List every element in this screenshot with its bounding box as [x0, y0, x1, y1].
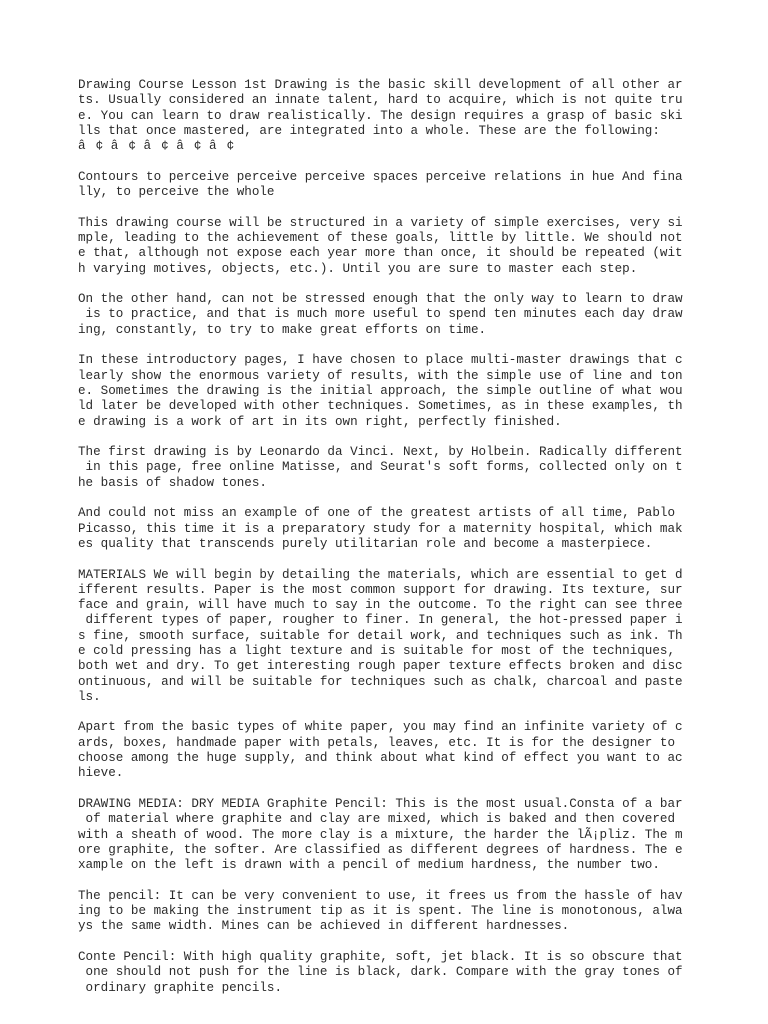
text-line: es quality that transcends purely utilitarian role and become a masterpiece.	[78, 536, 653, 551]
text-line: MATERIALS We will begin by detailing the materials, which are essential to get d	[78, 567, 683, 582]
text-line: DRAWING MEDIA: DRY MEDIA Graphite Pencil: This is the most usual.Consta of a bar	[78, 796, 683, 811]
text-line: xample on the left is drawn with a pencil of medium hardness, the number two.	[78, 858, 660, 873]
text-line: one should not push for the line is black, dark. Compare with the gray tones of	[78, 965, 683, 980]
text-line: Apart from the basic types of white paper, you may find an infinite variety of c	[78, 720, 683, 735]
paragraph	[78, 720, 698, 781]
text-line: ontinuous, and will be suitable for techniques such as chalk, charcoal and paste	[78, 674, 683, 689]
text-line: e that, although not expose each year more than once, it should be repeated (wit	[78, 246, 683, 261]
text-line: The pencil: It can be very convenient to use, it frees us from the hassle of hav	[78, 888, 683, 903]
text-line: face and grain, will have much to say in the outcome. To the right can see three	[78, 598, 683, 613]
paragraph	[78, 78, 698, 154]
paragraph	[78, 292, 698, 338]
text-line: e cold pressing has a light texture and is suitable for most of the techniques,	[78, 643, 676, 658]
text-line: In these introductory pages, I have chosen to place multi-master drawings that c	[78, 353, 683, 368]
paragraph	[78, 950, 698, 996]
text-line: different types of paper, rougher to finer. In general, the hot-pressed paper i	[78, 613, 683, 628]
text-line: Contours to perceive perceive perceive spaces perceive relations in hue And fina	[78, 169, 683, 184]
paragraph	[78, 216, 698, 277]
text-line: choose among the huge supply, and think about what kind of effect you want to ac	[78, 751, 683, 766]
text-line: s fine, smooth surface, suitable for detail work, and techniques such as ink. Th	[78, 628, 683, 643]
paragraph	[78, 568, 698, 706]
text-line: lly, to perceive the whole	[78, 185, 275, 200]
text-line: in this page, free online Matisse, and Seurat's soft forms, collected only on t	[78, 460, 683, 475]
text-line: ls.	[78, 689, 101, 704]
paragraph	[78, 797, 698, 873]
text-line: mple, leading to the achievement of these goals, little by little. We should not	[78, 230, 683, 245]
text-line: Drawing Course Lesson 1st Drawing is the basic skill development of all other ar	[78, 78, 683, 92]
text-line: Conte Pencil: With high quality graphite, soft, jet black. It is so obscure that	[78, 949, 683, 964]
paragraph	[78, 506, 698, 552]
text-line: â¢ â¢ â¢ â¢ â¢	[78, 139, 235, 154]
text-line: ore graphite, the softer. Are classified as different degrees of hardness. The e	[78, 842, 683, 857]
text-line: e. Sometimes the drawing is the initial approach, the simple outline of what wou	[78, 383, 683, 398]
paragraph	[78, 353, 698, 429]
text-line: with a sheath of wood. The more clay is a mixture, the harder the lÃ¡pliz. The m	[78, 827, 683, 842]
text-line: of material where graphite and clay are mixed, which is baked and then covered	[78, 812, 676, 827]
text-line: hieve.	[78, 766, 124, 781]
text-line: ld later be developed with other techniques. Sometimes, as in these examples, th	[78, 399, 683, 414]
paragraph	[78, 170, 698, 201]
document-body	[78, 78, 698, 1011]
text-line: Picasso, this time it is a preparatory study for a maternity hospital, which mak	[78, 521, 683, 536]
text-line: And could not miss an example of one of the greatest artists of all time, Pablo	[78, 506, 676, 521]
text-line: The first drawing is by Leonardo da Vinci. Next, by Holbein. Radically different	[78, 445, 683, 460]
text-line: ing to be making the instrument tip as it is spent. The line is monotonous, alwa	[78, 904, 683, 919]
paragraph	[78, 889, 698, 935]
text-line: is to practice, and that is much more useful to spend ten minutes each day draw	[78, 307, 683, 322]
text-line: On the other hand, can not be stressed enough that the only way to learn to draw	[78, 292, 683, 307]
paragraph	[78, 445, 698, 491]
text-line: he basis of shadow tones.	[78, 475, 267, 490]
text-line: lls that once mastered, are integrated into a whole. These are the following:	[78, 123, 660, 138]
text-line: h varying motives, objects, etc.). Until you are sure to master each step.	[78, 261, 638, 276]
text-line: e. You can learn to draw realistically. The design requires a grasp of basic ski	[78, 108, 683, 123]
text-line: This drawing course will be structured in a variety of simple exercises, very si	[78, 215, 683, 230]
text-line: both wet and dry. To get interesting rough paper texture effects broken and disc	[78, 659, 683, 674]
text-line: ys the same width. Mines can be achieved in different hardnesses.	[78, 919, 570, 934]
text-line: ards, boxes, handmade paper with petals, leaves, etc. It is for the designer to	[78, 735, 676, 750]
text-line: learly show the enormous variety of results, with the simple use of line and ton	[78, 368, 683, 383]
text-line: ts. Usually considered an innate talent, hard to acquire, which is not quite tru	[78, 93, 683, 108]
text-line: ing, constantly, to try to make great efforts on time.	[78, 322, 487, 337]
text-line: ordinary graphite pencils.	[78, 980, 283, 995]
text-line: ifferent results. Paper is the most common support for drawing. Its texture, sur	[78, 582, 683, 597]
text-line: e drawing is a work of art in its own right, perfectly finished.	[78, 414, 562, 429]
